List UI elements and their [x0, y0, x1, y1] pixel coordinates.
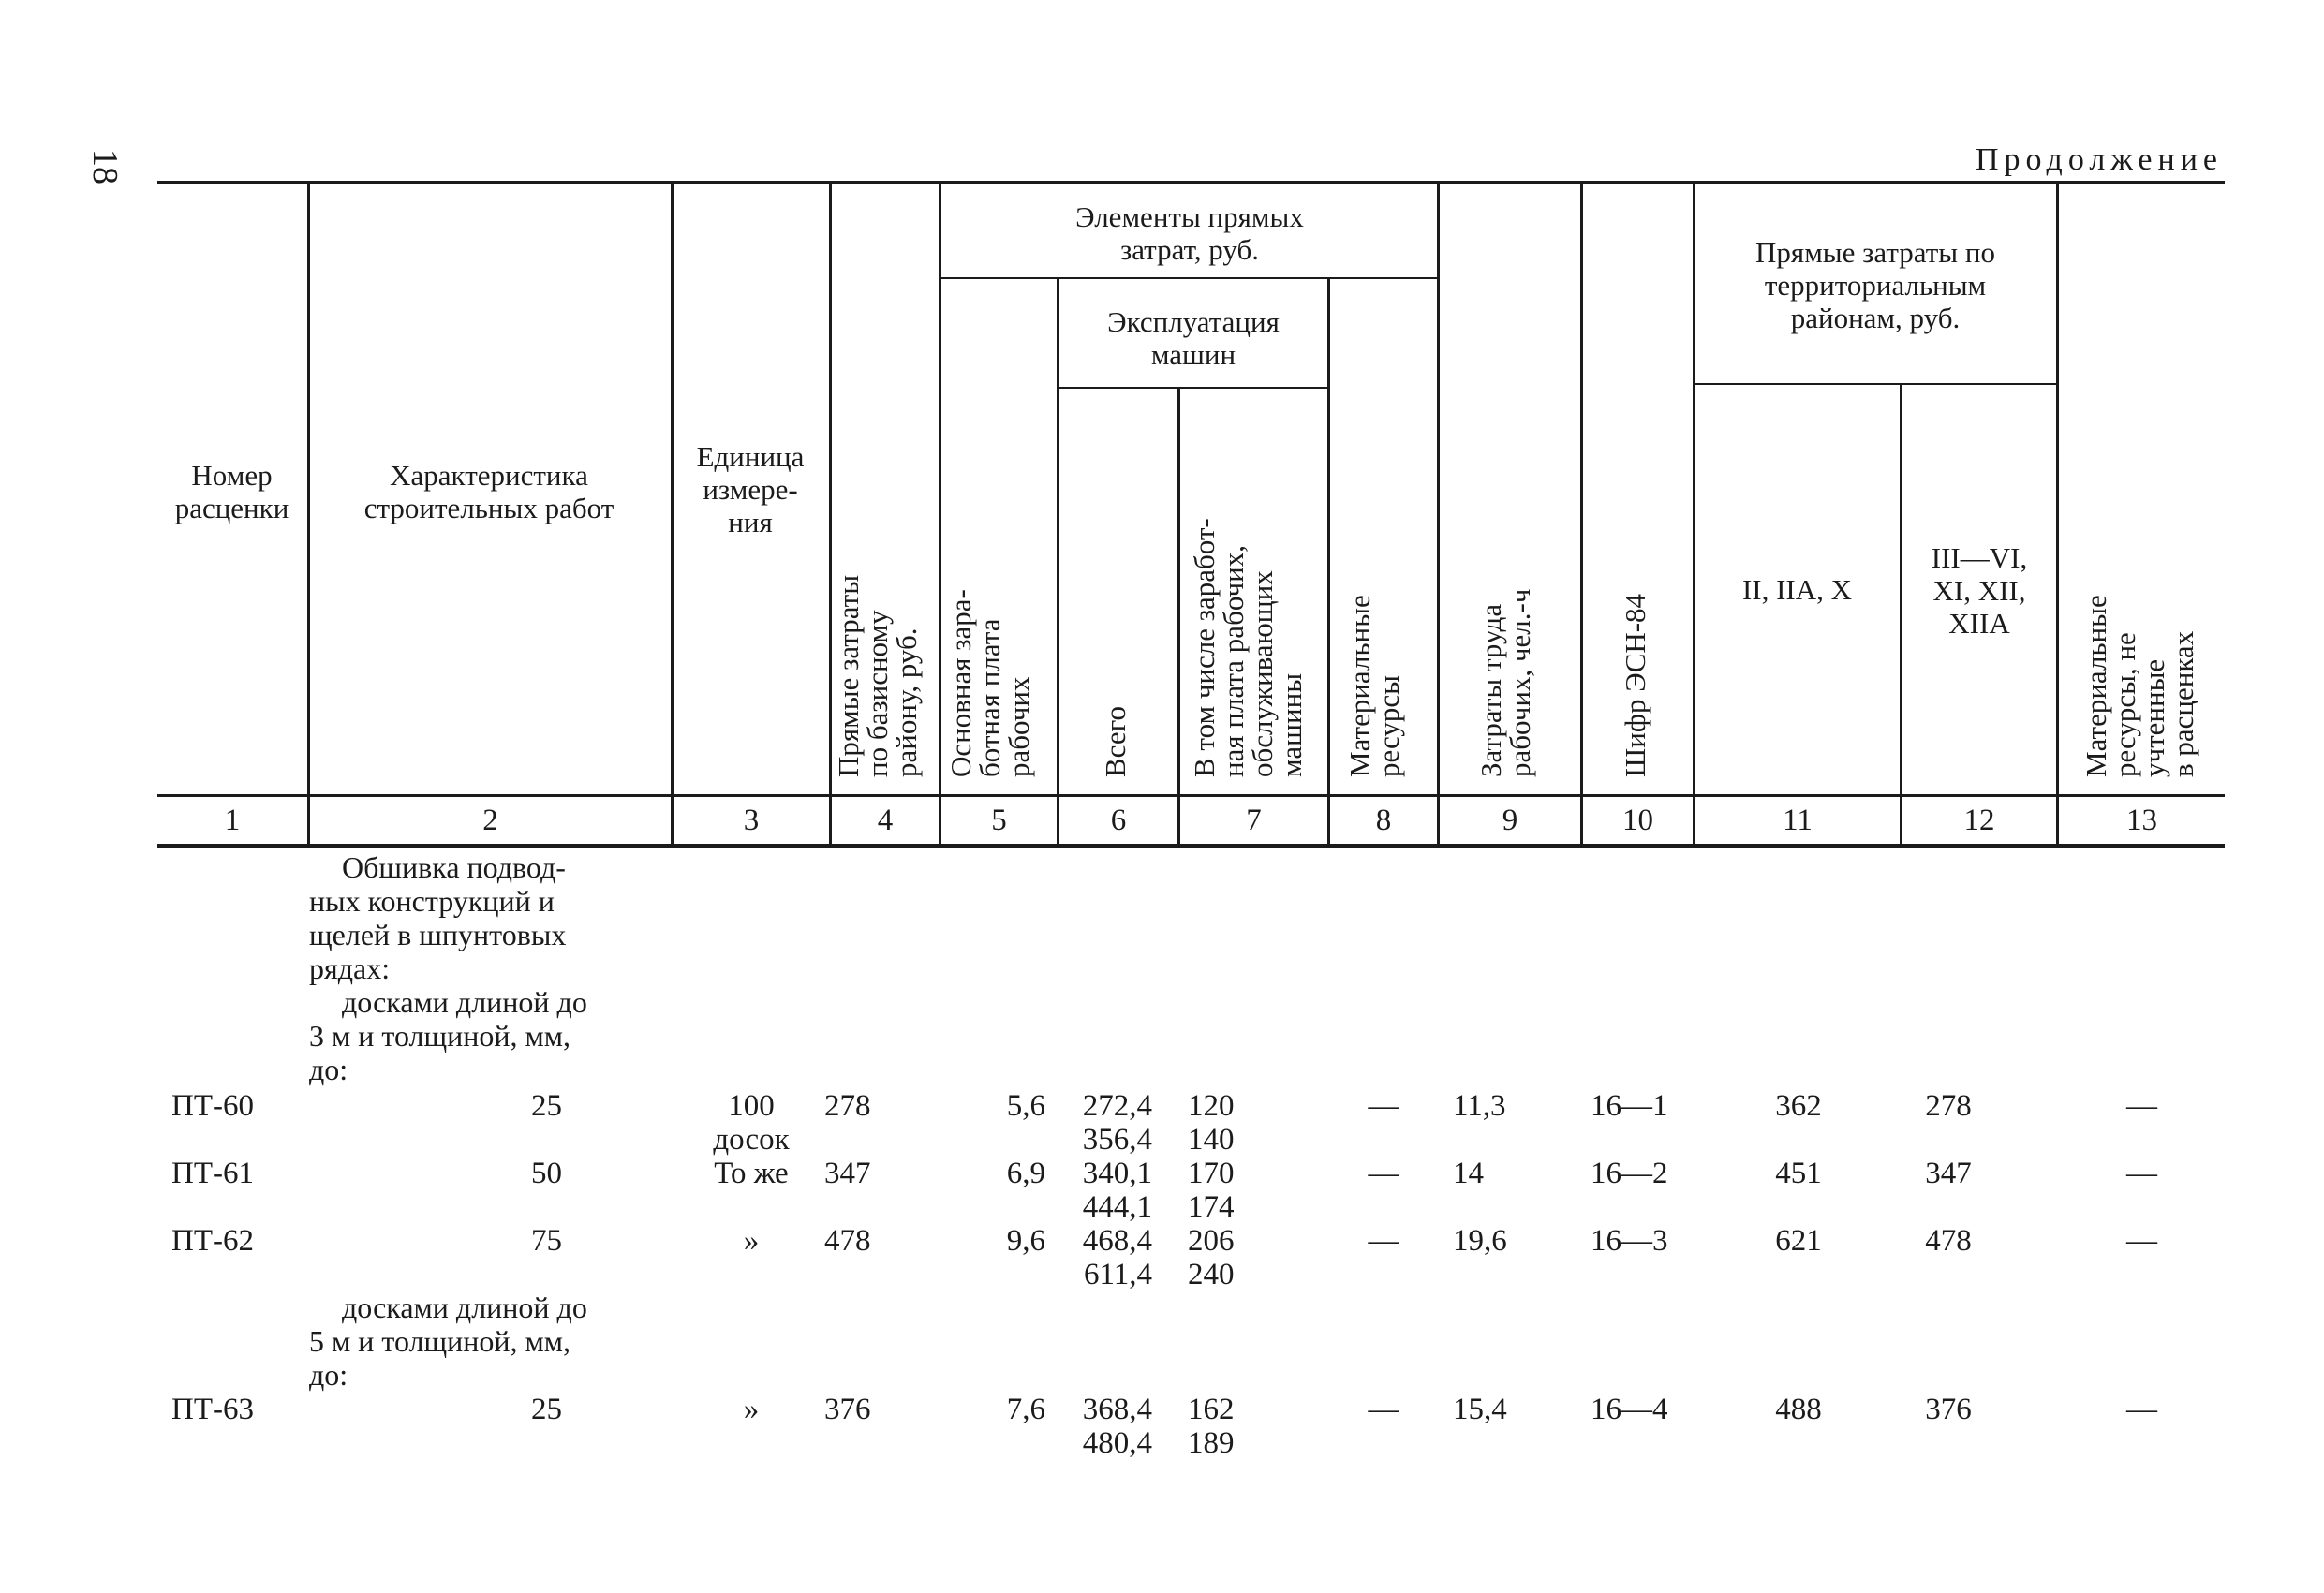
- base-direct-cost-cell: 278: [824, 1089, 871, 1123]
- unaccounted-materials-cell: —: [2126, 1393, 2157, 1426]
- column-number: 2: [482, 804, 498, 837]
- header-materials: Материальные ресурсы: [1343, 595, 1405, 777]
- basic-wage-cell: 5,6: [1006, 1089, 1045, 1123]
- header-machines-total: Всего: [1099, 705, 1132, 777]
- machines-total-cell: 368,4 480,4: [1082, 1393, 1152, 1460]
- base-direct-cost-cell: 478: [824, 1224, 871, 1258]
- rate-code-cell: ПТ-60: [171, 1089, 254, 1123]
- rate-code-cell: ПТ-63: [171, 1393, 254, 1426]
- column-number: 6: [1110, 804, 1127, 837]
- esn-cipher-cell: 16—2: [1591, 1157, 1668, 1190]
- page-number: 18: [85, 149, 125, 184]
- column-number: 10: [1622, 804, 1653, 837]
- esn-cipher-cell: 16—4: [1591, 1393, 1668, 1426]
- esn-cipher-cell: 16—3: [1591, 1224, 1668, 1258]
- regions-ii-cost-cell: 488: [1775, 1393, 1822, 1426]
- header-work-description: Характеристика строительных работ: [363, 459, 614, 524]
- description-line: рядах:: [309, 951, 391, 985]
- basic-wage-cell: 9,6: [1006, 1224, 1045, 1258]
- unaccounted-materials-cell: —: [2126, 1224, 2157, 1258]
- base-direct-cost-cell: 376: [824, 1393, 871, 1426]
- regions-iii-cost-cell: 347: [1925, 1157, 1972, 1190]
- regions-ii-cost-cell: 621: [1775, 1224, 1822, 1258]
- column-number: 9: [1502, 804, 1518, 837]
- regions-iii-cost-cell: 376: [1925, 1393, 1972, 1426]
- measure-unit-cell: »: [743, 1393, 760, 1426]
- header-machine-operator-wage: В том числе заработ- ная плата рабочих, обслуживающих машины: [1188, 518, 1308, 777]
- column-number: 7: [1246, 804, 1262, 837]
- header-machine-operation: Эксплуатация машин: [1107, 305, 1280, 371]
- column-number: 4: [877, 804, 894, 837]
- materials-cell: —: [1368, 1089, 1399, 1123]
- regions-ii-cost-cell: 362: [1775, 1089, 1822, 1123]
- continuation-label: Продолжение: [1975, 142, 2223, 177]
- labor-costs-cell: 11,3: [1453, 1089, 1506, 1123]
- machines-total-cell: 272,4 356,4: [1082, 1089, 1152, 1157]
- measure-unit-cell: 100 досок: [713, 1089, 790, 1157]
- labor-costs-cell: 19,6: [1453, 1224, 1507, 1258]
- header-direct-cost-elements: Элементы прямых затрат, руб.: [1075, 200, 1304, 266]
- header-basic-wage: Основная зара- ботная плата рабочих: [944, 589, 1035, 777]
- column-number: 13: [2126, 804, 2157, 837]
- column-number: 5: [991, 804, 1007, 837]
- basic-wage-cell: 7,6: [1006, 1393, 1045, 1426]
- description-line: 3 м и толщиной, мм,: [309, 1019, 570, 1053]
- labor-costs-cell: 14: [1453, 1157, 1484, 1190]
- header-regions-iii-vi: III—VI, XI, XII, XIIA: [1931, 541, 2028, 640]
- materials-cell: —: [1368, 1393, 1399, 1426]
- labor-costs-cell: 15,4: [1453, 1393, 1507, 1426]
- description-line: досками длиной до: [342, 1291, 587, 1324]
- column-number: 1: [224, 804, 241, 837]
- header-regional-direct-costs: Прямые затраты по территориальным районам, руб.: [1755, 236, 1995, 334]
- description-line: досками длиной до: [342, 985, 587, 1019]
- description-line: ных конструкций и: [309, 884, 555, 918]
- regions-ii-cost-cell: 451: [1775, 1157, 1822, 1190]
- unaccounted-materials-cell: —: [2126, 1157, 2157, 1190]
- board-thickness-cell: 50: [531, 1157, 562, 1190]
- header-labor-costs: Затраты труда рабочих, чел.-ч: [1474, 588, 1536, 777]
- description-line: щелей в шпунтовых: [309, 918, 567, 951]
- materials-cell: —: [1368, 1224, 1399, 1258]
- header-unaccounted-materials: Материальные ресурсы, не учтенные в расценках: [2080, 595, 2199, 777]
- machine-operator-wage-cell: 120 140: [1188, 1089, 1235, 1157]
- board-thickness-cell: 25: [531, 1393, 562, 1426]
- description-line: до:: [309, 1358, 348, 1392]
- header-base-direct-costs: Прямые затраты по базисному району, руб.: [832, 574, 923, 777]
- description-line: до:: [309, 1053, 348, 1086]
- machine-operator-wage-cell: 162 189: [1188, 1393, 1235, 1460]
- column-number: 12: [1963, 804, 1995, 837]
- header-regions-ii-iia-x: II, IIA, X: [1741, 573, 1853, 606]
- regions-iii-cost-cell: 478: [1925, 1224, 1972, 1258]
- section-description-5m: [309, 1291, 663, 1392]
- column-number: 8: [1375, 804, 1392, 837]
- rate-code-cell: ПТ-62: [171, 1224, 254, 1258]
- basic-wage-cell: 6,9: [1006, 1157, 1045, 1190]
- regions-iii-cost-cell: 278: [1925, 1089, 1972, 1123]
- measure-unit-cell: »: [743, 1224, 760, 1258]
- description-line: Обшивка подвод-: [342, 850, 566, 884]
- machine-operator-wage-cell: 206 240: [1188, 1224, 1235, 1291]
- header-esn-cipher: Шифр ЭСН-84: [1619, 593, 1651, 777]
- header-rate-number: Номер расценки: [174, 459, 289, 524]
- column-number: 3: [743, 804, 760, 837]
- header-unit: Единица измере- ния: [696, 440, 805, 538]
- description-line: 5 м и толщиной, мм,: [309, 1324, 570, 1358]
- column-number: 11: [1783, 804, 1813, 837]
- board-thickness-cell: 25: [531, 1089, 562, 1123]
- machine-operator-wage-cell: 170 174: [1188, 1157, 1235, 1224]
- unaccounted-materials-cell: —: [2126, 1089, 2157, 1123]
- board-thickness-cell: 75: [531, 1224, 562, 1258]
- base-direct-cost-cell: 347: [824, 1157, 871, 1190]
- section-description-3m: [309, 850, 663, 1086]
- machines-total-cell: 468,4 611,4: [1082, 1224, 1152, 1291]
- materials-cell: —: [1368, 1157, 1399, 1190]
- measure-unit-cell: То же: [714, 1157, 789, 1190]
- machines-total-cell: 340,1 444,1: [1082, 1157, 1152, 1224]
- esn-cipher-cell: 16—1: [1591, 1089, 1668, 1123]
- rate-code-cell: ПТ-61: [171, 1157, 254, 1190]
